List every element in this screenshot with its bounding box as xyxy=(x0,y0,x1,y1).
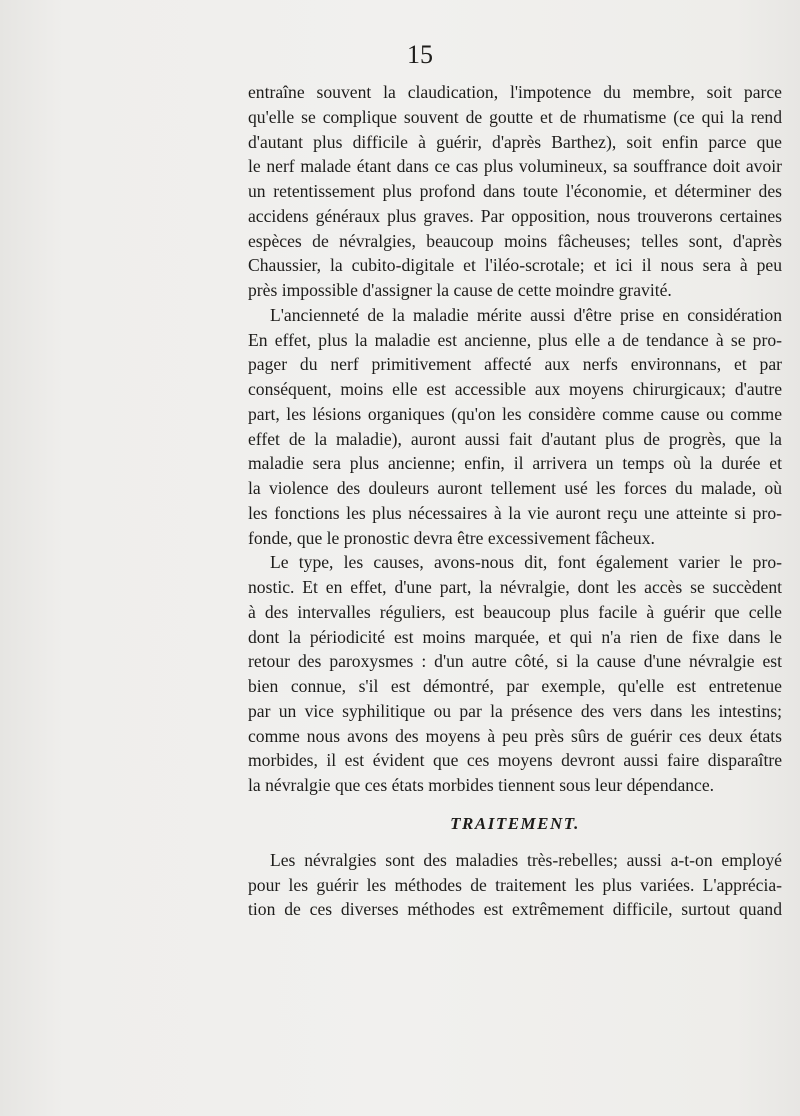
text-line: qu'elle se complique souvent de goutte et de rhumatisme (ce qui la rend xyxy=(248,106,782,127)
text-line: un retentissement plus profond dans toute l'économie, et déterminer des xyxy=(248,181,782,201)
text-line: espèces de névralgies, beaucoup moins fâcheuses; telles sont, d'après xyxy=(248,230,782,251)
text-line: nostic. Et en effet, d'une part, la névralgie, dont les accès se succèdent xyxy=(248,577,782,597)
text-line: dont la périodicité est moins marquée, et qui n'a rien de fixe dans le xyxy=(248,626,782,647)
text-line: la violence des douleurs auront tellement usé les forces du malade, où xyxy=(248,478,782,498)
text-line: retour des paroxysmes : d'un autre côté, si la cause d'une névralgie est xyxy=(248,651,782,672)
text-line: maladie sera plus ancienne; enfin, il arrivera un temps où la durée et xyxy=(248,453,782,474)
text-line: fonde, que le pronostic devra être excessivement fâcheux. xyxy=(248,527,655,548)
text-line: comme nous avons des moyens à peu près sûrs de guérir ces deux états xyxy=(248,725,782,746)
text-line: par un vice syphilitique ou par la présence des vers dans les intestins; xyxy=(248,700,782,721)
text-line: le nerf malade étant dans ce cas plus volumineux, sa souffrance doit avoir xyxy=(248,156,782,177)
text-line: morbides, il est évident que ces moyens devront aussi faire disparaître xyxy=(248,750,782,771)
text-line: L'ancienneté de la maladie mérite aussi d'être prise en considération xyxy=(270,304,782,325)
text-line: la névralgie que ces états morbides tiennent sous leur dépendance. xyxy=(248,775,715,795)
text-line: effet de la maladie), auront aussi fait d'autant plus de progrès, que la xyxy=(248,428,782,449)
page-number: 15 xyxy=(407,40,433,69)
text-line: Le type, les causes, avons-nous dit, font également varier le pro- xyxy=(270,552,782,573)
text-line: En effet, plus la maladie est ancienne, plus elle a de tendance à se pro- xyxy=(248,329,782,350)
text-line: pager du nerf primitivement affecté aux nerfs environnans, et par xyxy=(248,354,782,375)
text-line: Les névralgies sont des maladies très-rebelles; aussi a-t-on employé xyxy=(270,849,782,870)
text-line: près impossible d'assigner la cause de cette moindre gravité. xyxy=(248,280,672,300)
text-line: part, les lésions organiques (qu'on les considère comme cause ou comme xyxy=(248,403,782,424)
text-line: d'autant plus difficile à guérir, d'après Barthez), soit enfin parce que xyxy=(248,131,782,152)
text-line: entraîne souvent la claudication, l'impotence du membre, soit parce xyxy=(248,82,782,102)
text-line: les fonctions les plus nécessaires à la vie auront reçu une atteinte si pro- xyxy=(248,502,782,523)
text-line: Chaussier, la cubito-digitale et l'iléo-scrotale; et ici il nous sera à peu xyxy=(248,255,782,276)
section-heading: TRAITEMENT. xyxy=(450,813,580,833)
body-text xyxy=(248,80,782,922)
text-line: pour les guérir les méthodes de traitement les plus variées. L'apprécia- xyxy=(248,874,782,895)
text-line: accidens généraux plus graves. Par opposition, nous trouverons certaines xyxy=(248,205,782,226)
text-line: conséquent, moins elle est accessible aux moyens chirurgicaux; d'autre xyxy=(248,379,782,399)
text-line: bien connue, s'il est démontré, par exemple, qu'elle est entretenue xyxy=(248,676,782,696)
text-line: à des intervalles réguliers, est beaucoup plus facile à guérir que celle xyxy=(248,601,782,622)
text-line: tion de ces diverses méthodes est extrêmement difficile, surtout quand xyxy=(248,899,782,920)
